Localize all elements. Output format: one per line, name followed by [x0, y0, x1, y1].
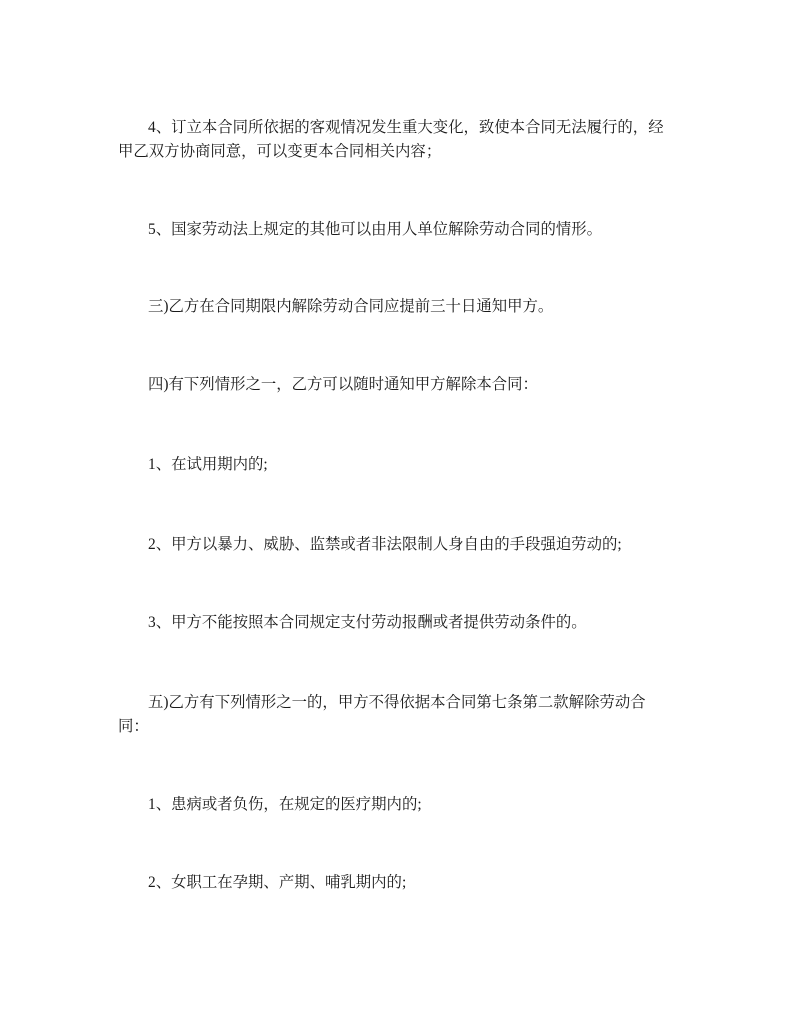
paragraph-line: 甲乙双方协商同意，可以变更本合同相关内容； — [118, 143, 442, 160]
paragraph-line: 1、患病或者负伤，在规定的医疗期内的; — [148, 796, 422, 813]
paragraph-item-2 — [118, 533, 718, 557]
paragraph-section-4 — [118, 373, 718, 397]
paragraph-line: 四)有下列情形之一，乙方可以随时通知甲方解除本合同： — [148, 376, 538, 393]
paragraph-line: 同： — [118, 718, 149, 735]
paragraph-line: 2、甲方以暴力、威胁、监禁或者非法限制人身自由的手段强迫劳动的; — [148, 536, 622, 553]
paragraph-item-3 — [118, 611, 718, 635]
paragraph-line: 2、女职工在孕期、产期、哺乳期内的; — [148, 874, 407, 891]
paragraph-section-3 — [118, 295, 718, 319]
paragraph-line: 五)乙方有下列情形之一的，甲方不得依据本合同第七条第二款解除劳动合 — [148, 694, 646, 711]
paragraph-line: 3、甲方不能按照本合同规定支付劳动报酬或者提供劳动条件的。 — [148, 614, 587, 631]
paragraph-clause-5 — [118, 218, 718, 242]
paragraph-item-1b — [118, 793, 718, 817]
paragraph-item-2b — [118, 871, 718, 895]
paragraph-line: 4、订立本合同所依据的客观情况发生重大变化，致使本合同无法履行的，经 — [148, 119, 664, 136]
paragraph-section-5 — [118, 691, 718, 739]
paragraph-line: 三)乙方在合同期限内解除劳动合同应提前三十日通知甲方。 — [148, 298, 554, 315]
paragraph-line: 5、国家劳动法上规定的其他可以由用人单位解除劳动合同的情形。 — [148, 221, 603, 238]
paragraph-line: 1、在试用期内的; — [148, 456, 268, 473]
paragraph-item-1 — [118, 453, 718, 477]
paragraph-clause-4 — [118, 116, 718, 164]
